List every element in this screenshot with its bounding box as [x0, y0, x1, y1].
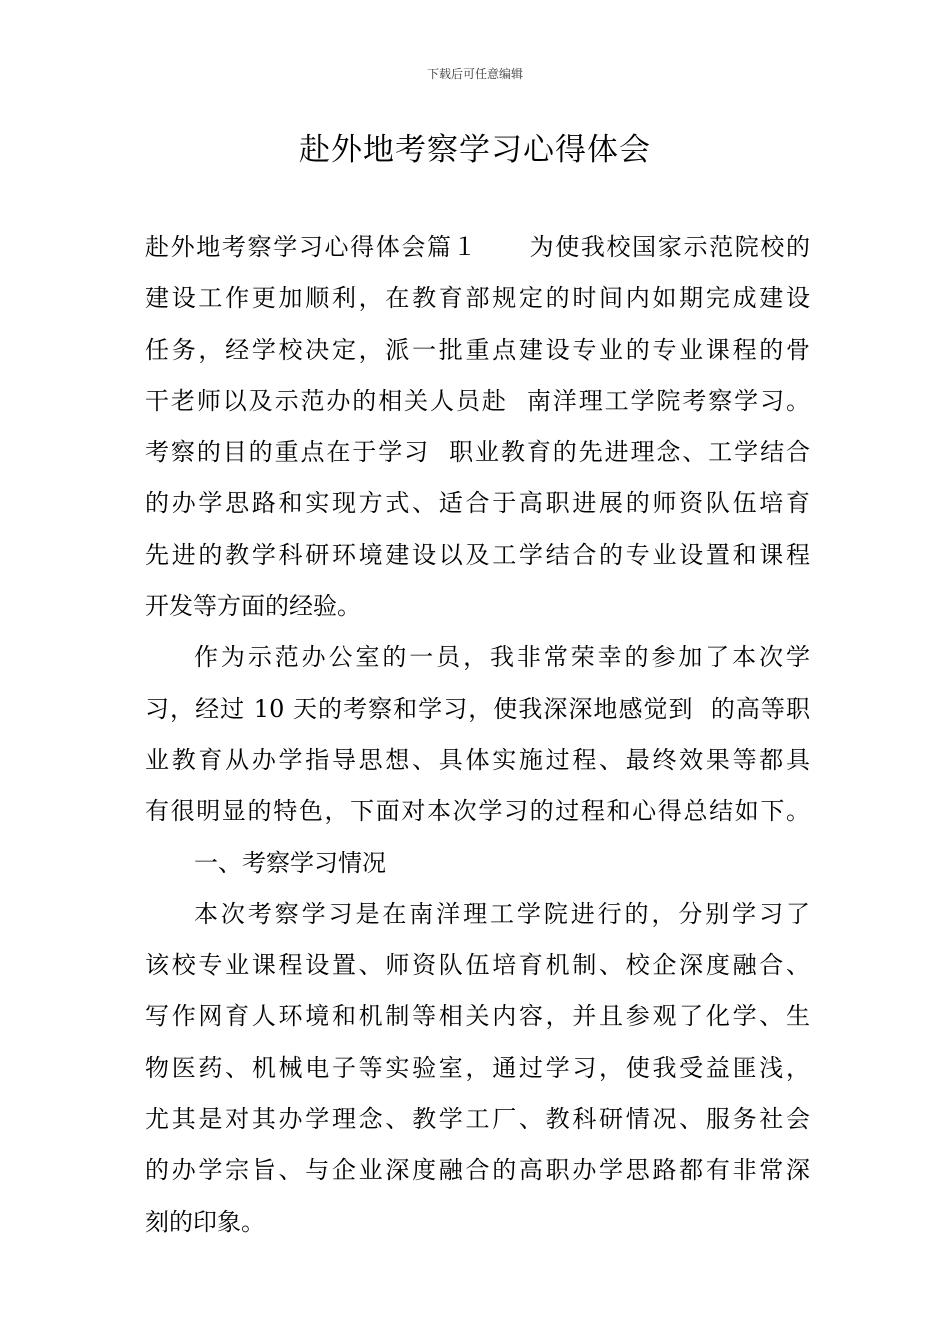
body-line: 作为示范办公室的一员，我非常荣幸的参加了本次学 [194, 643, 810, 672]
section-heading: 一、考察学习情况 [194, 848, 386, 877]
body-line: 刻的印象。 [145, 1207, 265, 1236]
body-line: 建设工作更加顺利，在教育部规定的时间内如期完成建设 [145, 284, 810, 313]
body-line: 先进的教学科研环境建设以及工学结合的专业设置和课程 [145, 540, 810, 569]
body-line: 开发等方面的经验。 [145, 592, 361, 621]
body-line: 习，经过 10 天的考察和学习，使我深深地感觉到 的高等职 [145, 694, 810, 723]
body-line: 尤其是对其办学理念、教学工厂、教科研情况、服务社会 [145, 1105, 810, 1134]
header-note: 下载后可任意编辑 [426, 67, 523, 81]
body-line: 任务，经学校决定，派一批重点建设专业的专业课程的骨 [145, 335, 810, 364]
body-line: 本次考察学习是在南洋理工学院进行的，分别学习了 [194, 899, 810, 928]
body-line: 的办学宗旨、与企业深度融合的高职办学思路都有非常深 [145, 1156, 810, 1185]
body-line: 干老师以及示范办的相关人员赴 南洋理工学院考察学习。 [145, 386, 810, 415]
body-line: 业教育从办学指导思想、具体实施过程、最终效果等都具 [145, 745, 810, 774]
document-body [145, 222, 810, 1248]
body-line: 考察的目的重点在于学习 职业教育的先进理念、工学结合 [145, 438, 810, 467]
body-line: 赴外地考察学习心得体会篇１ 为使我校国家示范院校的 [145, 233, 810, 261]
body-line: 的办学思路和实现方式、适合于高职进展的师资队伍培育 [145, 489, 810, 518]
body-line: 该校专业课程设置、师资队伍培育机制、校企深度融合、 [145, 951, 810, 980]
document-title: 赴外地考察学习心得体会 [299, 132, 651, 168]
body-line: 有很明显的特色，下面对本次学习的过程和心得总结如下。 [145, 797, 810, 826]
body-line: 写作网育人环境和机制等相关内容，并且参观了化学、生 [145, 1002, 810, 1031]
body-line: 物医药、机械电子等实验室，通过学习，使我受益匪浅， [145, 1053, 810, 1082]
